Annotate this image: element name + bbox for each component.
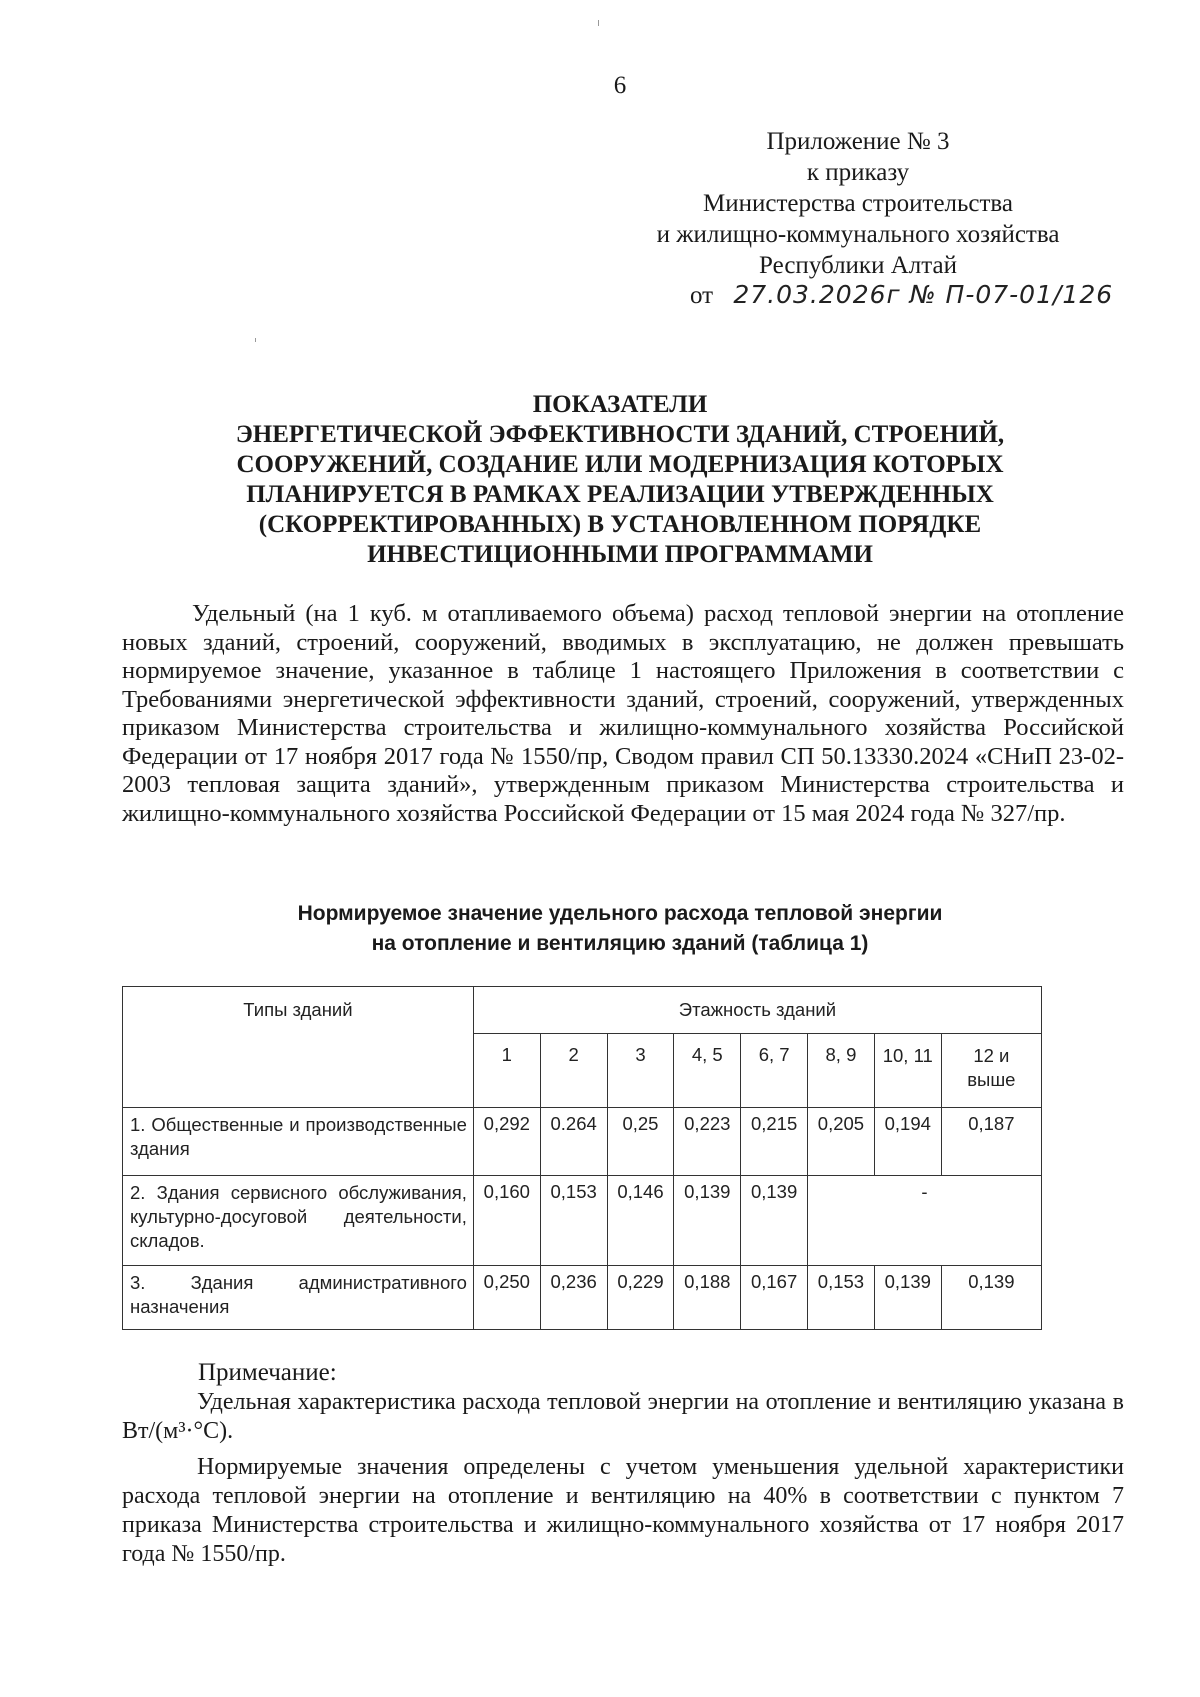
value-cell: 0,205 xyxy=(808,1108,875,1176)
value-cell: 0,139 xyxy=(941,1266,1041,1330)
title-line: ЭНЕРГЕТИЧЕСКОЙ ЭФФЕКТИВНОСТИ ЗДАНИЙ, СТРОЕНИЙ, xyxy=(235,421,1005,448)
table-row xyxy=(123,1108,1042,1176)
value-cell: 0,160 xyxy=(473,1176,540,1266)
title-line: СООРУЖЕНИЙ, СОЗДАНИЕ ИЛИ МОДЕРНИЗАЦИЯ КОТОРЫХ xyxy=(236,451,1004,478)
appendix-line: Приложение № 3 xyxy=(766,128,950,155)
scan-mark xyxy=(255,338,256,342)
header-floors: Этажность зданий xyxy=(473,987,1041,1034)
appendix-line: Республики Алтай xyxy=(759,252,957,279)
order-date-line xyxy=(690,280,1113,310)
value-cell: 0,188 xyxy=(674,1266,741,1330)
value-cell: 0,139 xyxy=(741,1176,808,1266)
value-cell: 0,153 xyxy=(540,1176,607,1266)
appendix-line: к приказу xyxy=(806,159,910,186)
note-reduction: Нормируемые значения определены с учетом уменьшения удельной характеристики расхода тепловой энергии на отопление и вентиляцию на 40% в соответствии с пунктом 7 приказа Министерства строительства и жилищно-коммунального хозяйства от 17 ноября 2017 года № 1550/пр. xyxy=(122,1454,1124,1567)
value-cell: 0,229 xyxy=(607,1266,674,1330)
building-type-cell: 2. Здания сервисного обслуживания, культурно-досуговой деятельности, складов. xyxy=(123,1176,474,1266)
header-building-types: Типы зданий xyxy=(123,987,474,1108)
date-prefix: от xyxy=(690,282,714,309)
body-paragraph: Удельный (на 1 куб. м отапливаемого объема) расход тепловой энергии на отопление новых зданий, строений, сооружений, вводимых в эксплуатацию, не должен превышать нормируемое значение, указанное в таблице 1 настоящего Приложения в соответствии с Требованиями энергетической эффективности зданий, строений, сооружений, утвержденных приказом Министерства строительства и жилищно-коммунального хозяйства Российской Федерации от 17 ноября 2017 года № 1550/пр, Сводом правил СП 50.13330.2024 «СНиП 23-02-2003 тепловая защита зданий», утвержденным приказом Министерства строительства и жилищно-коммунального хозяйства Российской Федерации от 15 мая 2024 года № 327/пр. xyxy=(122,600,1124,827)
merged-empty-value-cell: - xyxy=(808,1176,1042,1266)
table-caption-line: Нормируемое значение удельного расхода тепловой энергии xyxy=(297,902,943,925)
floor-header-cell: 2 xyxy=(540,1034,607,1108)
floor-header-cell: 8, 9 xyxy=(808,1034,875,1108)
table-caption xyxy=(110,899,1130,959)
table-row xyxy=(123,1176,1042,1266)
value-cell: 0,250 xyxy=(473,1266,540,1330)
value-cell: 0,215 xyxy=(741,1108,808,1176)
value-cell: 0,153 xyxy=(808,1266,875,1330)
title-line: (СКОРРЕКТИРОВАННЫХ) В УСТАНОВЛЕННОМ ПОРЯДКЕ xyxy=(258,511,982,538)
floor-header-cell: 10, 11 xyxy=(874,1034,941,1108)
title-line: ПЛАНИРУЕТСЯ В РАМКАХ РЕАЛИЗАЦИИ УТВЕРЖДЕННЫХ xyxy=(246,481,994,508)
appendix-line: и жилищно-коммунального хозяйства xyxy=(656,221,1060,248)
appendix-header xyxy=(598,126,1118,281)
table-caption-line: на отопление и вентиляцию зданий (таблица 1) xyxy=(371,932,869,955)
floor-header-cell: 4, 5 xyxy=(674,1034,741,1108)
handwritten-date-number: 27.03.2026г № П-07-01/126 xyxy=(733,280,1114,309)
value-cell: 0,223 xyxy=(674,1108,741,1176)
value-cell: 0.264 xyxy=(540,1108,607,1176)
note-label: Примечание: xyxy=(198,1359,337,1386)
floor-header-cell: 3 xyxy=(607,1034,674,1108)
value-cell: 0,146 xyxy=(607,1176,674,1266)
value-cell: 0,167 xyxy=(741,1266,808,1330)
norms-table xyxy=(122,986,1042,1330)
document-title xyxy=(110,390,1130,570)
value-cell: 0,25 xyxy=(607,1108,674,1176)
note-units: Удельная характеристика расхода тепловой энергии на отопление и вентиляцию указана в Вт/(м³·°С). xyxy=(122,1389,1124,1444)
title-line: ИНВЕСТИЦИОННЫМИ ПРОГРАММАМИ xyxy=(367,541,873,568)
page-number: 6 xyxy=(613,72,627,99)
value-cell: 0,187 xyxy=(941,1108,1041,1176)
table-header-row xyxy=(123,987,1042,1034)
building-type-cell: 1. Общественные и производственные здания xyxy=(123,1108,474,1176)
floor-header-cell: 1 xyxy=(473,1034,540,1108)
appendix-line: Министерства строительства xyxy=(702,190,1014,217)
value-cell: 0,139 xyxy=(874,1266,941,1330)
value-cell: 0,236 xyxy=(540,1266,607,1330)
floor-header-cell: 6, 7 xyxy=(741,1034,808,1108)
table-row xyxy=(123,1266,1042,1330)
value-cell: 0,194 xyxy=(874,1108,941,1176)
value-cell: 0,139 xyxy=(674,1176,741,1266)
floor-header-cell: 12 и выше xyxy=(941,1034,1041,1108)
value-cell: 0,292 xyxy=(473,1108,540,1176)
title-line: ПОКАЗАТЕЛИ xyxy=(532,391,708,418)
scan-mark xyxy=(598,20,599,26)
building-type-cell: 3. Здания административного назначения xyxy=(123,1266,474,1330)
